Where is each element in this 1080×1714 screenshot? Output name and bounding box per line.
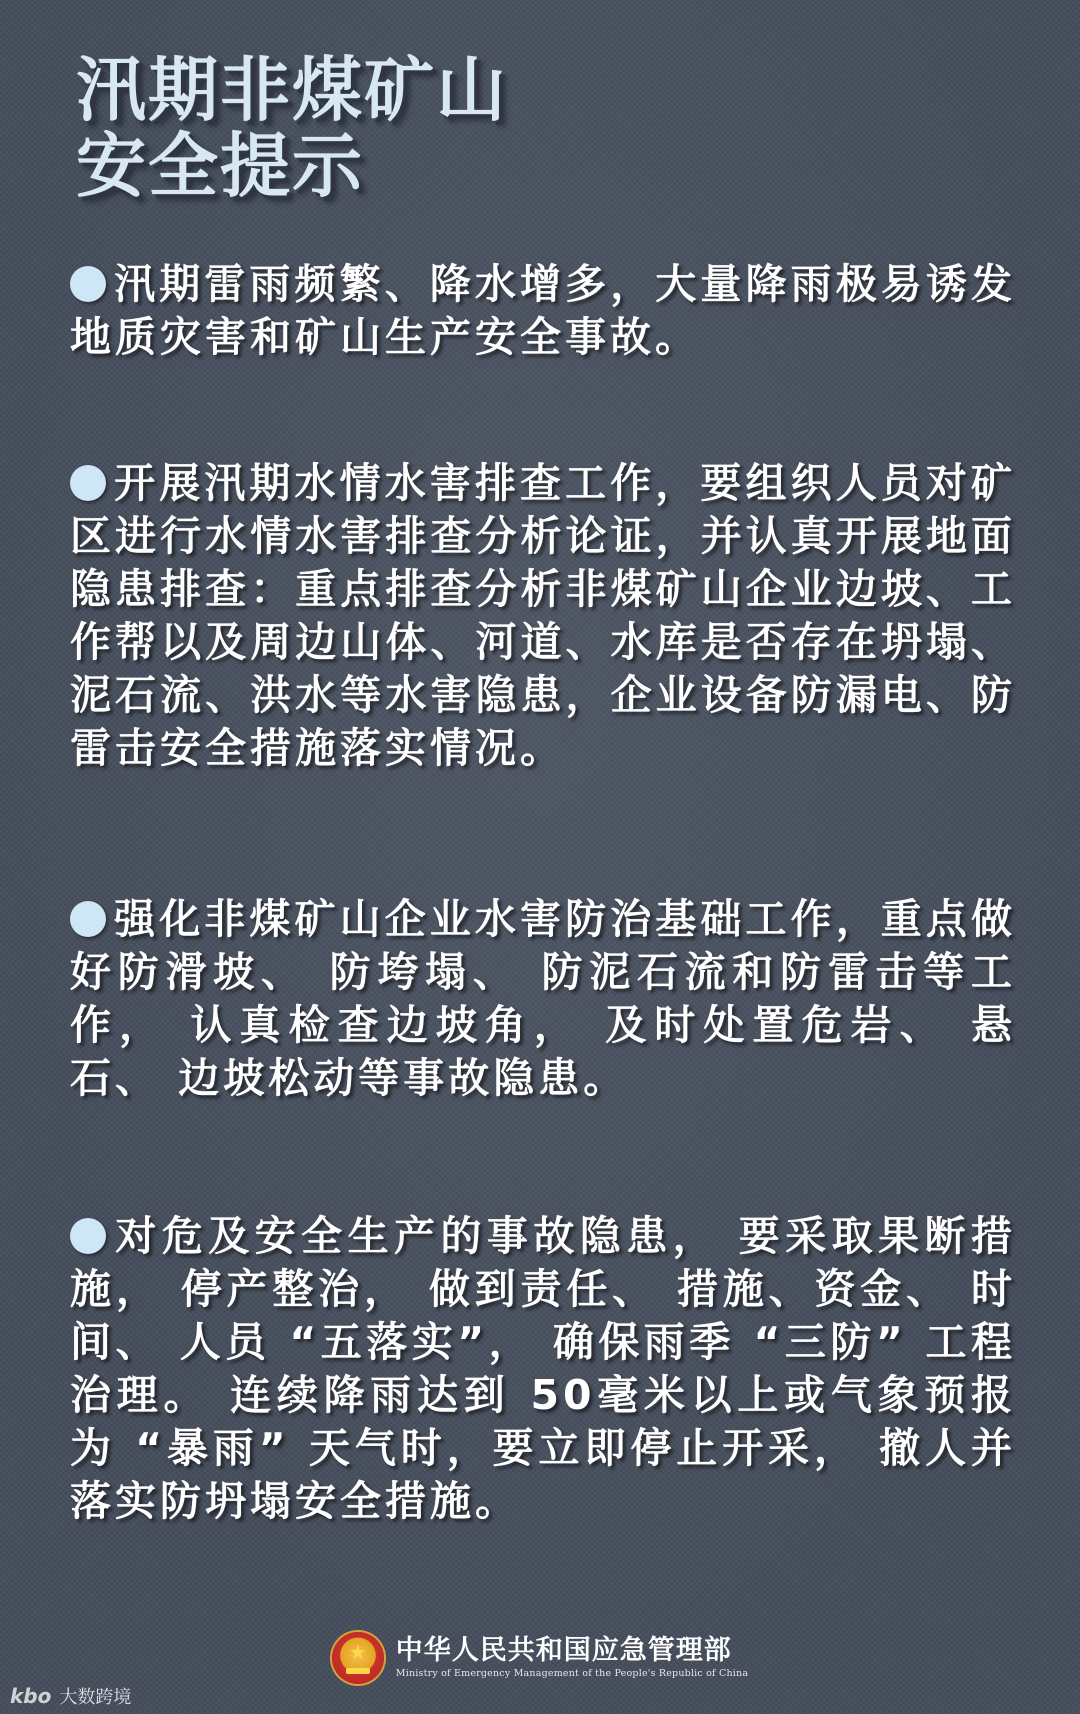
title-line-1: 汛期非煤矿山 bbox=[76, 49, 508, 131]
page-title bbox=[76, 49, 508, 207]
title-line-2: 安全提示 bbox=[76, 125, 364, 207]
org-name-chinese: 中华人民共和国应急管理部 bbox=[395, 1635, 732, 1666]
bullet-icon bbox=[70, 901, 106, 937]
tip-paragraph-1 bbox=[70, 258, 1016, 364]
watermark-text: 大数跨境 bbox=[59, 1687, 132, 1708]
tip-text-2: 开展汛期水情水害排查工作，要组织人员对矿区进行水情水害排查分析论证，并认真开展地面隐患排查：重点排查分析非煤矿山企业边坡、工作帮以及周边山体、河道、水库是否存在坍塌、泥石流、洪水等水害隐患，企业设备防漏电、防雷击安全措施落实情况。 bbox=[70, 459, 1016, 772]
tip-text-1: 汛期雷雨频繁、降水增多，大量降雨极易诱发地质灾害和矿山生产安全事故。 bbox=[70, 260, 1016, 361]
national-emblem-icon: ★ bbox=[332, 1632, 384, 1684]
tip-paragraph-2 bbox=[70, 457, 1016, 775]
organization-name bbox=[396, 1635, 748, 1681]
bullet-icon bbox=[70, 266, 106, 302]
bullet-icon bbox=[70, 465, 106, 501]
safety-tips-content bbox=[70, 258, 1016, 1528]
watermark-logo-icon: kbo bbox=[10, 1684, 52, 1708]
watermark bbox=[10, 1683, 131, 1709]
org-name-english: Ministry of Emergency Management of the People's Republic of China bbox=[395, 1668, 749, 1679]
footer-branding bbox=[0, 1632, 1080, 1684]
tip-paragraph-4 bbox=[70, 1210, 1016, 1528]
tip-paragraph-3 bbox=[70, 893, 1016, 1105]
bullet-icon bbox=[70, 1218, 106, 1254]
tip-text-4: 对危及安全生产的事故隐患， 要采取果断措施， 停产整治， 做到责任、 措施、资金、 时间、 人员 “五落实”， 确保雨季 “三防” 工程治理。 连续降雨达到 50毫米以上或气象预报为 “暴雨” 天气时，要立即停止开采， 撤人并落实防坍塌安全措施。 bbox=[70, 1212, 1016, 1525]
tip-text-3: 强化非煤矿山企业水害防治基础工作，重点做好防滑坡、 防垮塌、 防泥石流和防雷击等工作， 认真检查边坡角， 及时处置危岩、 悬石、 边坡松动等事故隐患。 bbox=[70, 895, 1016, 1102]
